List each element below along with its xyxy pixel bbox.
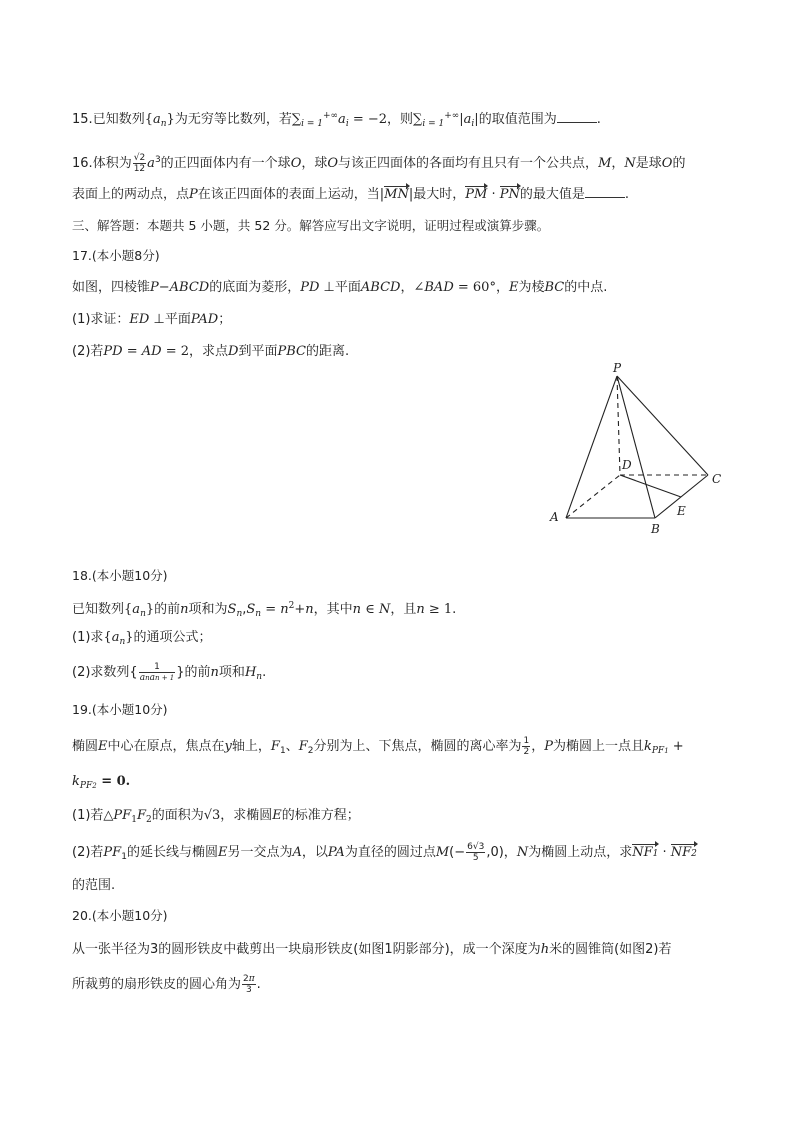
question-19-part-2-cont: 的范围. <box>72 878 116 893</box>
fraction: $\frac{√2}{12}$ <box>133 153 146 174</box>
answer-blank <box>557 110 597 123</box>
label-a: A <box>550 510 559 524</box>
question-19-part-1: (1)若$\triangle PF_1F_2$的面积为√3，求椭圆E的标准方程； <box>72 808 360 825</box>
label-c: C <box>712 472 722 486</box>
question-19-stem-line-2: $k_{PF2} = 0$. <box>72 774 131 791</box>
question-19-part-2: (2)若$PF_1$的延长线与椭圆E另一交点为A，以PA为直径的圆过点M(− $\frac{6√3}{5}$ ,0)，N为椭圆上动点，求NF1 · NF2 <box>72 842 697 863</box>
question-18-part-2: (2)求数列{ $\frac{1}{\text{anan + 1}}$ }的前n项和$H_n$. <box>72 662 267 683</box>
question-20-stem-line-2: 所裁剪的扇形铁皮的圆心角为 $\frac{2\pi}{3}$ . <box>72 974 261 995</box>
question-20-header: 20.(本小题10分) <box>72 908 168 923</box>
label-e: E <box>677 504 686 518</box>
question-19-header: 19.(本小题10分) <box>72 702 168 717</box>
sum-formula: $\sum_{i = 1}^{+\infty}a_i = -2$ <box>291 111 388 129</box>
label-d: D <box>622 458 632 472</box>
edge-pa <box>566 376 617 518</box>
question-15: 15.已知数列$\{a_n\}$为无穷等比数列，若$\sum_{i = 1}^{+\infty}a_i = -2$，则$\sum_{i = 1}^{+\infty}|a_i|$的取值范围为 . <box>72 111 601 129</box>
question-18-header: 18.(本小题10分) <box>72 568 168 583</box>
pyramid-figure <box>540 362 730 542</box>
label-b: B <box>651 522 660 536</box>
edge-pd <box>617 376 620 475</box>
question-18-part-1: (1)求$\{a_n\}$的通项公式； <box>72 630 212 647</box>
question-19-stem-line-1: 椭圆E中心在原点，焦点在y轴上，$F_1$、$F_2$分别为上、下焦点，椭圆的离心率为 $\frac{1}{2}$ ，P为椭圆上一点且$k_{PF1}$ + <box>72 736 684 757</box>
question-20-stem-line-1: 从一张半径为3的圆形铁皮中截剪出一块扇形铁皮(如图1阴影部分)，成一个深度为h米的圆锥筒(如图2)若 <box>72 942 672 957</box>
segment-de <box>620 475 681 497</box>
question-17-part-1: (1)求证：ED ⊥平面PAD； <box>72 312 232 327</box>
question-17-stem: 如图，四棱锥P−ABCD的底面为菱形，PD ⊥平面ABCD，∠BAD = 60°，E为棱BC的中点. <box>72 280 608 295</box>
question-16-line-2: 表面上的两动点，点P在该正四面体的表面上运动，当|MN|最大时，PM · PN的最大值是 . <box>72 185 629 205</box>
question-number: 15. <box>72 112 93 127</box>
question-17-part-2: (2)若PD = AD = 2，求点D到平面PBC的距离. <box>72 344 350 359</box>
question-17-header: 17.(本小题8分) <box>72 248 160 263</box>
question-18-stem: 已知数列$\{a_n\}$的前n项和为$S_n,S_n = n^2+n$，其中n ∈ N，且n ≥ 1. <box>72 601 457 619</box>
question-16-line-1: 16.体积为 $\frac{√2}{12}$ $a^3$的正四面体内有一个球O，球O与该正四面体的各面均有且只有一个公共点，M，N是球O的 <box>72 153 686 174</box>
answer-blank <box>585 185 625 198</box>
label-p: P <box>613 362 622 375</box>
section-heading: 三、解答题：本题共 5 小题，共 52 分。解答应写出文字说明，证明过程或演算步骤。 <box>72 218 550 233</box>
